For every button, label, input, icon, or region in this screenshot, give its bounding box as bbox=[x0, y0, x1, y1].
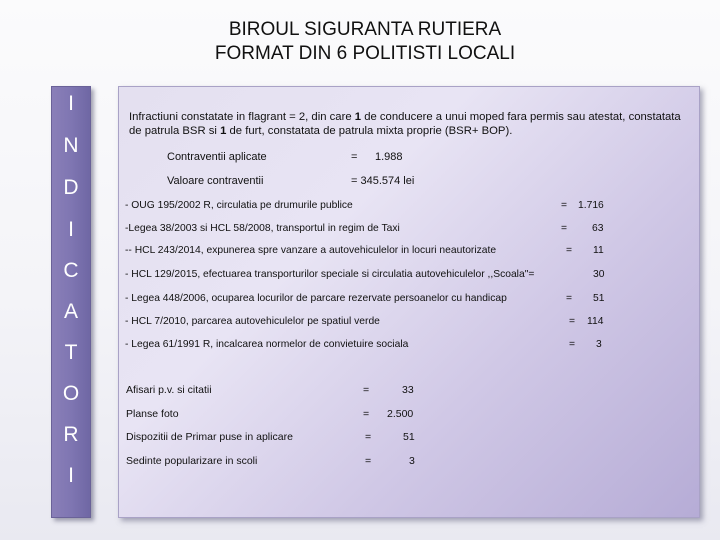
side-letter: R bbox=[63, 423, 79, 446]
summary-equals: = bbox=[363, 384, 370, 396]
flagrant-offences-paragraph bbox=[129, 110, 689, 138]
summary-equals: = bbox=[365, 455, 372, 467]
content-panel bbox=[118, 86, 700, 518]
intro-count-2: 1 bbox=[220, 125, 227, 137]
summary-value: 51 bbox=[403, 431, 415, 443]
intro-text-2: de conducere a unui moped fara permis sau atestat, constatata de patrula BSR si bbox=[129, 111, 681, 137]
law-label: - Legea 448/2006, ocuparea locurilor de parcare rezervate persoanelor cu handicap bbox=[125, 293, 507, 304]
stat-label: Valoare contraventii bbox=[167, 175, 264, 187]
stat-value: = 345.574 lei bbox=[351, 175, 415, 187]
law-equals: = bbox=[569, 339, 576, 350]
side-letter: D bbox=[63, 176, 79, 199]
summary-equals: = bbox=[365, 431, 372, 443]
law-equals: = bbox=[561, 223, 568, 234]
summary-label: Afisari p.v. si citatii bbox=[126, 384, 212, 396]
indicators-side-bar bbox=[51, 86, 91, 518]
summary-label: Planse foto bbox=[126, 408, 179, 420]
side-letter: C bbox=[63, 259, 79, 282]
side-letter: A bbox=[63, 300, 78, 323]
intro-count-1: 1 bbox=[354, 111, 362, 123]
summary-value: 33 bbox=[402, 384, 414, 396]
summary-equals: = bbox=[363, 408, 370, 420]
stat-value: 1.988 bbox=[375, 151, 403, 163]
law-label: - OUG 195/2002 R, circulatia pe drumurile publice bbox=[125, 200, 353, 211]
law-equals: = bbox=[566, 245, 573, 256]
page-title bbox=[0, 18, 720, 66]
summary-label: Sedinte popularizare in scoli bbox=[126, 455, 258, 467]
law-label: - HCL 129/2015, efectuarea transporturilor speciale si circulatia autovehiculelor ,,Scoala"= bbox=[125, 269, 535, 280]
law-value: 114 bbox=[587, 316, 604, 327]
law-value: 63 bbox=[592, 223, 604, 234]
title-line-2: FORMAT DIN 6 POLITISTI LOCALI bbox=[214, 43, 516, 64]
law-label: - Legea 61/1991 R, incalcarea normelor de convietuire sociala bbox=[125, 339, 409, 350]
title-line-1: BIROUL SIGURANTA RUTIERA bbox=[228, 19, 502, 40]
intro-text-1: Infractiuni constatate in flagrant = 2, din care bbox=[129, 111, 355, 123]
side-letter: O bbox=[62, 382, 80, 405]
law-value: 51 bbox=[593, 293, 605, 304]
law-value: 1.716 bbox=[578, 200, 604, 211]
law-equals: = bbox=[561, 200, 568, 211]
summary-value: 2.500 bbox=[387, 408, 414, 420]
intro-text-3: de furt, constatata de patrula mixta proprie (BSR+ BOP). bbox=[226, 125, 513, 137]
side-letter: I bbox=[68, 92, 74, 115]
side-letter: I bbox=[68, 464, 74, 487]
stat-equals: = bbox=[351, 151, 358, 163]
law-value: 30 bbox=[593, 269, 605, 280]
law-label: - HCL 7/2010, parcarea autovehiculelor pe spatiul verde bbox=[125, 316, 380, 327]
side-letter: T bbox=[64, 341, 78, 364]
law-equals: = bbox=[566, 293, 573, 304]
law-value: 11 bbox=[593, 245, 604, 256]
law-label: -- HCL 243/2014, expunerea spre vanzare a autovehiculelor in locuri neautorizate bbox=[125, 245, 497, 256]
summary-label: Dispozitii de Primar puse in aplicare bbox=[126, 431, 293, 443]
law-equals: = bbox=[569, 316, 576, 327]
side-letter: N bbox=[63, 134, 79, 157]
stat-label: Contraventii aplicate bbox=[167, 151, 267, 163]
law-label: -Legea 38/2003 si HCL 58/2008, transportul in regim de Taxi bbox=[125, 223, 400, 234]
summary-value: 3 bbox=[409, 455, 415, 467]
side-letter: I bbox=[68, 218, 74, 241]
law-value: 3 bbox=[596, 339, 602, 350]
